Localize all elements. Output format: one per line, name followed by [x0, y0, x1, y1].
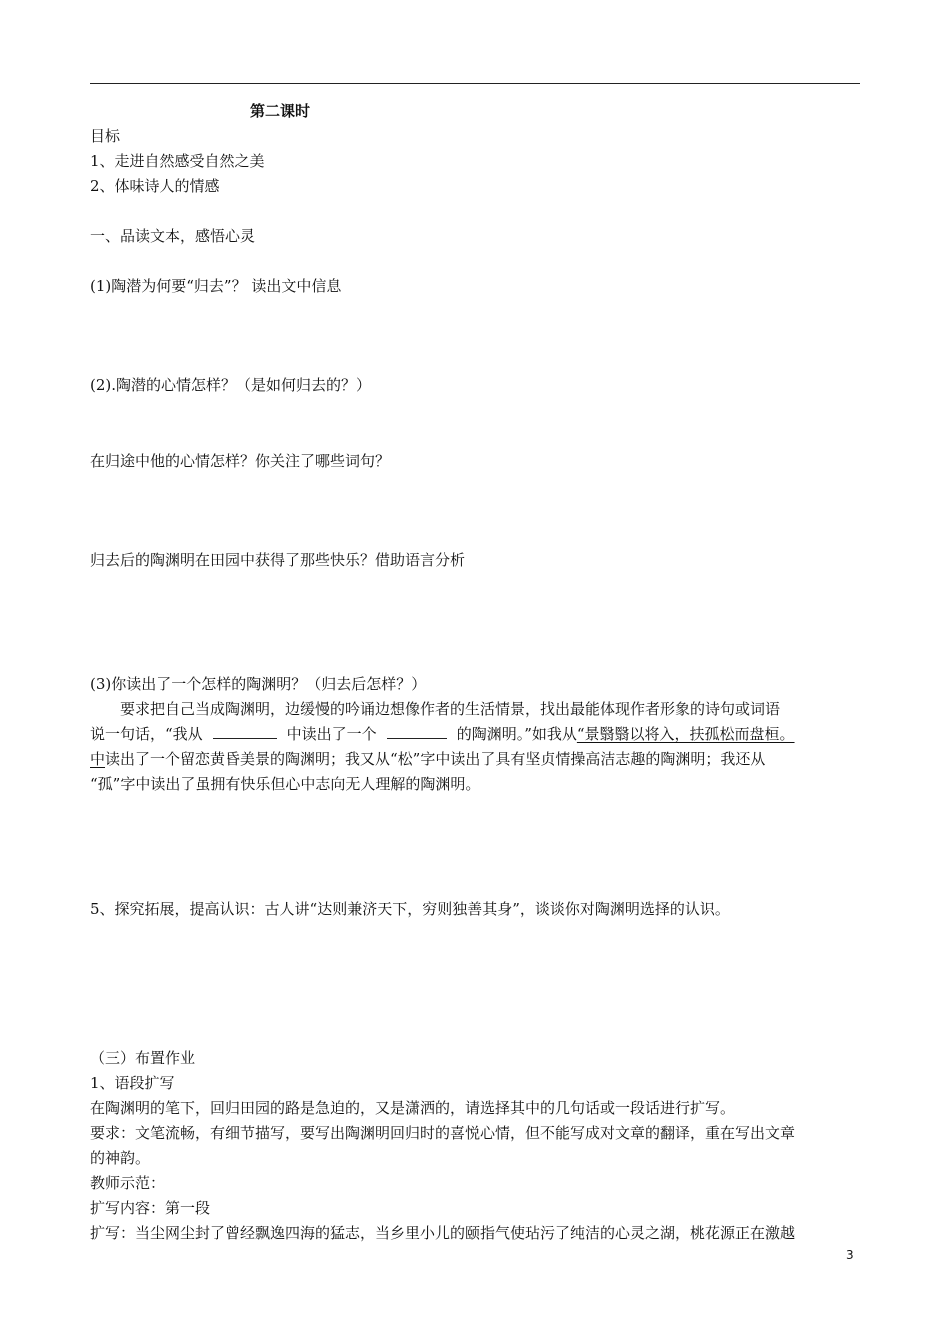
section1-heading: 一、品读文本，感悟心灵 [90, 227, 256, 245]
homework-item: 1、语段扩写 [90, 1074, 175, 1092]
fill-blank[interactable] [213, 724, 277, 739]
q3-paragraph-line: “孤”字中读出了虽拥有快乐但心中志向无人理解的陶渊明。 [90, 775, 481, 793]
homework-text: 要求：文笔流畅，有细节描写，要写出陶渊明回归时的喜悦心情，但不能写成对文章的翻译，重在写出文章 [90, 1124, 796, 1142]
q3-text: 中读出了一个 [286, 725, 377, 743]
q3-paragraph-line [90, 724, 795, 744]
question-3: (3)你读出了一个怎样的陶渊明？（归去后怎样？） [90, 675, 427, 693]
homework-text: 的神韵。 [90, 1149, 151, 1167]
q3-text: 说一句话，“我从 [90, 725, 203, 743]
goals-heading: 目标 [90, 127, 121, 145]
page-number: 3 [846, 1248, 854, 1262]
header-rule [90, 83, 860, 84]
goal-item: 2、体味诗人的情感 [90, 177, 220, 195]
goal-item: 1、走进自然感受自然之美 [90, 152, 265, 170]
quoted-verse-end: 中 [90, 750, 106, 768]
quoted-verse: “景翳翳以将入，扶孤松而盘桓。 [576, 725, 795, 743]
question-5: 5、探究拓展，提高认识：古人讲“达则兼济天下，穷则独善其身”，谈谈你对陶渊明选择的认识。 [90, 900, 730, 918]
q3-paragraph-line: 要求把自己当成陶渊明，边缓慢的吟诵边想像作者的生活情景，找出最能体现作者形象的诗句或词语 [120, 700, 781, 718]
q3-paragraph-line [90, 749, 765, 769]
homework-text: 教师示范： [90, 1174, 166, 1192]
q3-text: 读出了一个留恋黄昏美景的陶渊明；我又从“松”字中读出了具有坚贞情操高洁志趣的陶渊明；我还从 [105, 750, 766, 768]
homework-heading: （三）布置作业 [90, 1049, 196, 1067]
question-2a: 在归途中他的心情怎样？你关注了哪些词句？ [90, 452, 391, 470]
q3-text: 的陶渊明。”如我从 [456, 725, 577, 743]
fill-blank[interactable] [387, 724, 447, 739]
homework-text: 扩写：当尘网尘封了曾经飘逸四海的猛志，当乡里小儿的颐指气使玷污了纯洁的心灵之湖，桃花源正在激越 [90, 1224, 796, 1242]
homework-text: 扩写内容：第一段 [90, 1199, 211, 1217]
question-2b: 归去后的陶渊明在田园中获得了那些快乐？借助语言分析 [90, 551, 466, 569]
homework-text: 在陶渊明的笔下，回归田园的路是急迫的，又是潇洒的，请选择其中的几句话或一段话进行扩写。 [90, 1099, 736, 1117]
question-1: (1)陶潜为何要“归去”？ 读出文中信息 [90, 277, 342, 295]
lesson-title: 第二课时 [250, 102, 311, 120]
question-2: (2).陶潜的心情怎样？（是如何归去的？） [90, 376, 372, 394]
